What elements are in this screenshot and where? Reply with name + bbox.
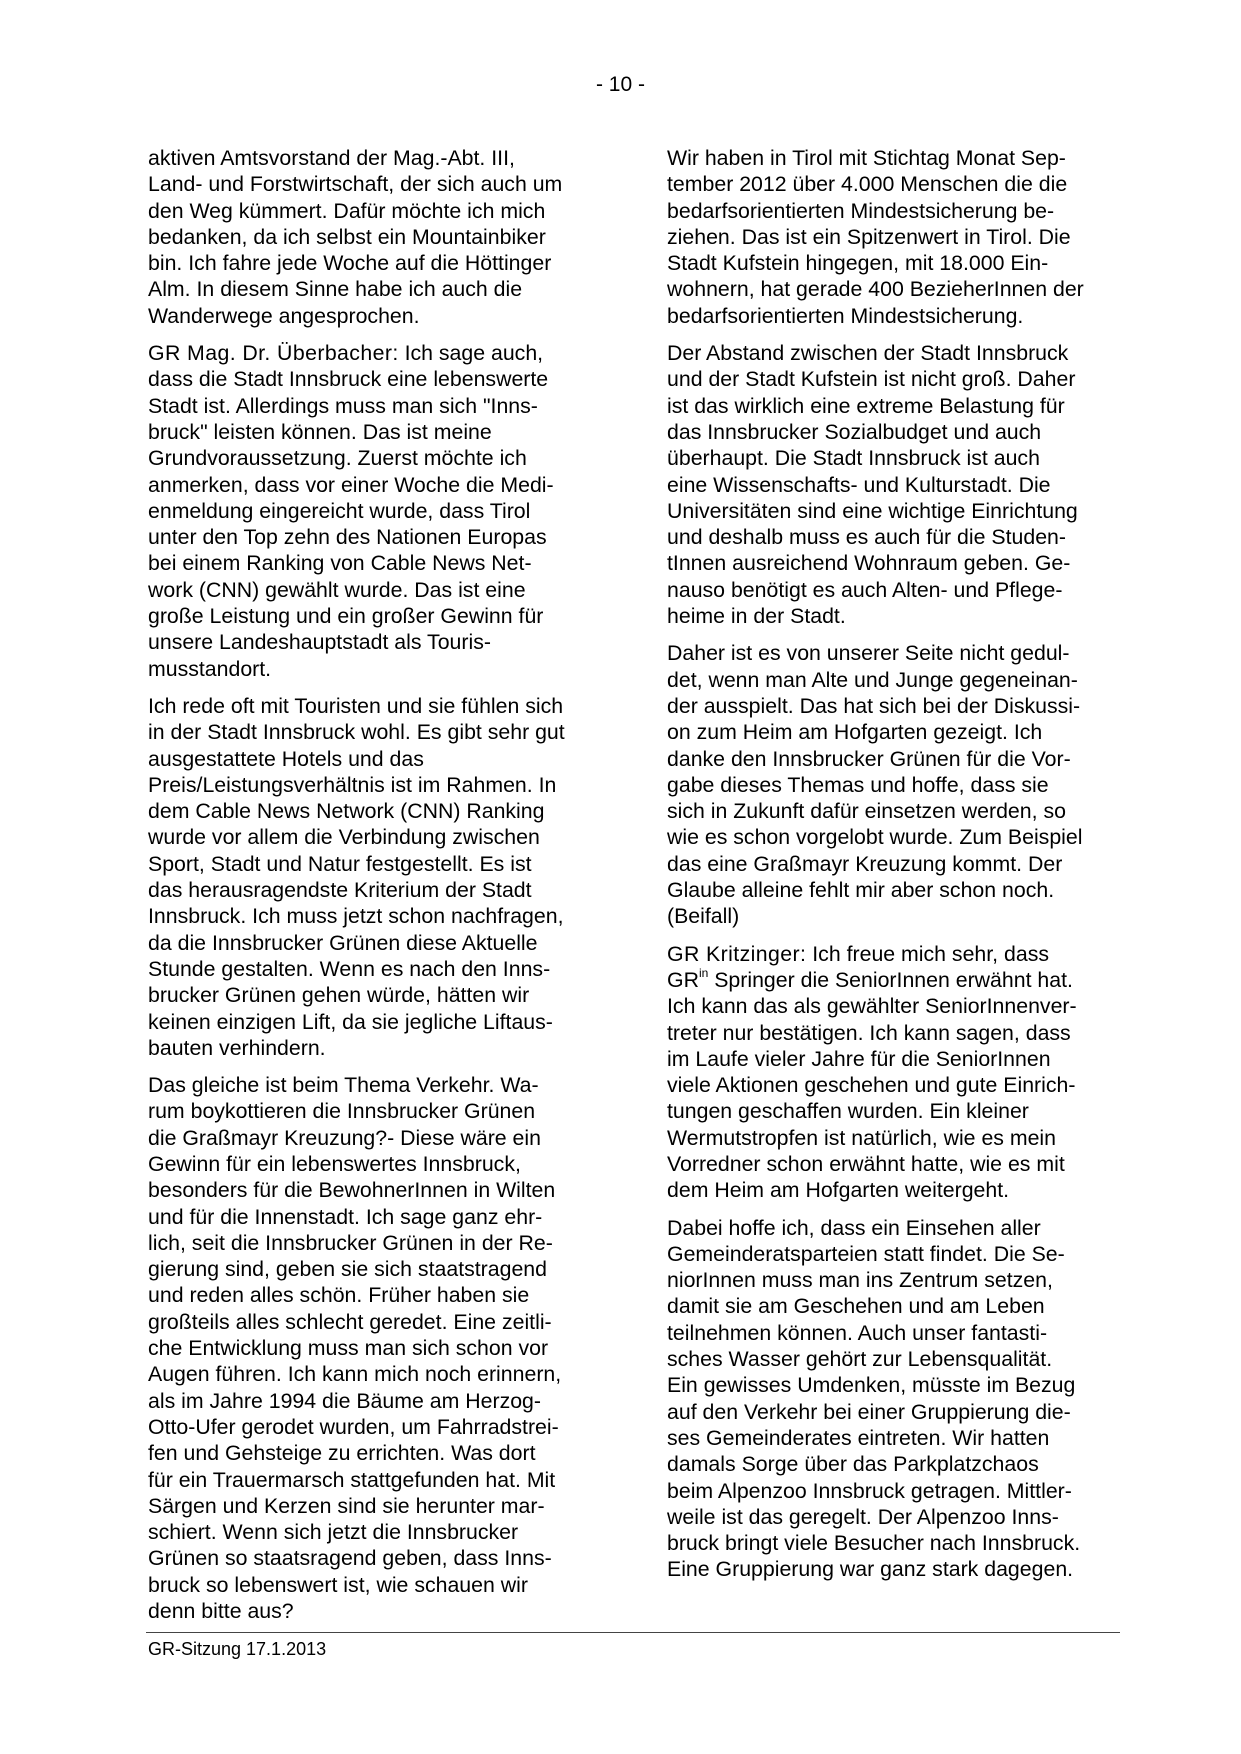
text-line: heime in der Stadt. bbox=[667, 604, 846, 629]
text-line: bruck so lebenswert ist, wie schauen wir bbox=[148, 1572, 528, 1597]
text-line: Wir haben in Tirol mit Stichtag Monat Sep- bbox=[667, 146, 1066, 170]
text-line: nauso benötigt es auch Alten- und Pflege- bbox=[667, 577, 1063, 602]
text-line: das eine Graßmayr Kreuzung kommt. Der bbox=[667, 851, 1063, 876]
text-line: brucker Grünen gehen würde, hätten wir bbox=[148, 983, 530, 1008]
text-line: unsere Landeshauptstadt als Touris- bbox=[148, 630, 491, 655]
text-line: besonders für die BewohnerInnen in Wilten bbox=[148, 1178, 556, 1203]
text-line: bedarfsorientierten Mindestsicherung be- bbox=[667, 198, 1055, 223]
text-line: ses Gemeinderates eintreten. Wir hatten bbox=[667, 1425, 1050, 1450]
text-line: Universitäten sind eine wichtige Einrichtung bbox=[667, 498, 1078, 523]
text-line: gabe dieses Themas und hoffe, dass sie bbox=[667, 772, 1049, 797]
left-column bbox=[148, 145, 603, 1635]
text-line: Vorredner schon erwähnt hatte, wie es mit bbox=[667, 1151, 1065, 1176]
text-line: Ich rede oft mit Touristen und sie fühlen sich bbox=[148, 693, 564, 718]
text-line: Daher ist es von unserer Seite nicht gedul- bbox=[667, 641, 1070, 666]
text-line: teilnehmen können. Auch unser fantasti- bbox=[667, 1320, 1048, 1345]
left-paragraph-2 bbox=[148, 340, 603, 682]
text-line: bauten verhindern. bbox=[148, 1035, 326, 1060]
left-paragraph-1 bbox=[148, 145, 603, 329]
text-line: das Innsbrucker Sozialbudget und auch bbox=[667, 419, 1042, 444]
text-line: Ich kann das als gewählter SeniorInnenver- bbox=[667, 994, 1077, 1019]
text-line: bedanken, da ich selbst ein Mountainbiker bbox=[148, 224, 546, 249]
text-line: Preis/Leistungsverhältnis ist im Rahmen. In bbox=[148, 772, 557, 797]
text-line: und für die Innenstadt. Ich sage ganz ehr- bbox=[148, 1204, 543, 1229]
text-line: ziehen. Das ist ein Spitzenwert in Tirol. Die bbox=[667, 224, 1071, 249]
left-paragraph-3 bbox=[148, 693, 603, 1061]
text-line: der ausspielt. Das hat sich bei der Diskussi- bbox=[667, 693, 1081, 718]
text-line: eine Wissenschafts- und Kulturstadt. Die bbox=[667, 472, 1051, 497]
text-line: unter den Top zehn des Nationen Europas bbox=[148, 525, 547, 550]
speaker-name: GR Mag. Dr. Überbacher: bbox=[148, 341, 399, 366]
text-line: bin. Ich fahre jede Woche auf die Höttinger bbox=[148, 251, 552, 276]
text-line: Ich sage auch, bbox=[398, 341, 544, 366]
text-line: Land- und Forstwirtschaft, der sich auch um bbox=[148, 172, 563, 197]
text-line: che Entwicklung muss man sich schon vor bbox=[148, 1336, 549, 1361]
right-paragraph-4 bbox=[667, 941, 1122, 1204]
text-line: enmeldung eingereicht wurde, dass Tirol bbox=[148, 498, 531, 523]
text-line: da die Innsbrucker Grünen diese Aktuelle bbox=[148, 930, 538, 955]
text-line: die Graßmayr Kreuzung?- Diese wäre ein bbox=[148, 1125, 541, 1150]
text-line: wie es schon vorgelobt wurde. Zum Beispiel bbox=[667, 825, 1083, 850]
text-line: und der Stadt Kufstein ist nicht groß. Daher bbox=[667, 367, 1076, 392]
text-line: Stadt Kufstein hingegen, mit 18.000 Ein- bbox=[667, 251, 1049, 276]
text-line: Stunde gestalten. Wenn es nach den Inns- bbox=[148, 956, 551, 981]
text-line: schiert. Wenn sich jetzt die Innsbrucker bbox=[148, 1520, 519, 1545]
text-line: Särgen und Kerzen sind sie herunter mar- bbox=[148, 1493, 545, 1518]
text-line: Augen führen. Ich kann mich noch erinnern, bbox=[148, 1362, 562, 1387]
text-line: bedarfsorientierten Mindestsicherung. bbox=[667, 303, 1024, 328]
text-line: Der Abstand zwischen der Stadt Innsbruck bbox=[667, 341, 1069, 366]
text-line: lich, seit die Innsbrucker Grünen in der Re- bbox=[148, 1230, 553, 1255]
text-line: Wanderwege angesprochen. bbox=[148, 303, 420, 328]
text-line: work (CNN) gewählt wurde. Das ist eine bbox=[148, 577, 526, 602]
text-line: Das gleiche ist beim Thema Verkehr. Wa- bbox=[148, 1073, 539, 1098]
text-line: Ein gewisses Umdenken, müsste im Bezug bbox=[667, 1373, 1076, 1398]
text-line: danke den Innsbrucker Grünen für die Vor- bbox=[667, 746, 1071, 771]
right-column bbox=[667, 145, 1122, 1594]
text-line: bei einem Ranking von Cable News Net- bbox=[148, 551, 532, 576]
text-line: sches Wasser gehört zur Lebensqualität. bbox=[667, 1347, 1053, 1372]
text-line: und deshalb muss es auch für die Studen- bbox=[667, 525, 1066, 550]
text-line: damals Sorge über das Parkplatzchaos bbox=[667, 1452, 1039, 1477]
text-line: überhaupt. Die Stadt Innsbruck ist auch bbox=[667, 446, 1040, 471]
text-line: rum boykottieren die Innsbrucker Grünen bbox=[148, 1099, 536, 1124]
text-line: anmerken, dass vor einer Woche die Medi- bbox=[148, 472, 554, 497]
text-line bbox=[667, 967, 1122, 993]
text-line: und reden alles schön. Früher haben sie bbox=[148, 1283, 530, 1308]
title-abbrev: GR bbox=[667, 967, 699, 992]
text-line: tember 2012 über 4.000 Menschen die die bbox=[667, 172, 1068, 197]
text-line: on zum Heim am Hofgarten gezeigt. Ich bbox=[667, 720, 1043, 745]
text-line: fen und Gehsteige zu errichten. Was dort bbox=[148, 1441, 536, 1466]
text-line: bruck bringt viele Besucher nach Innsbruck. bbox=[667, 1531, 1081, 1556]
text-line: musstandort. bbox=[148, 656, 272, 681]
footer-divider bbox=[146, 1632, 1120, 1633]
text-line: dass die Stadt Innsbruck eine lebenswerte bbox=[148, 367, 549, 392]
text-line: aktiven Amtsvorstand der Mag.-Abt. III, bbox=[148, 146, 515, 170]
text-line: in der Stadt Innsbruck wohl. Es gibt sehr gut bbox=[148, 720, 565, 745]
text-line: wurde vor allem die Verbindung zwischen bbox=[148, 825, 540, 850]
text-line: Gewinn für ein lebenswertes Innsbruck, bbox=[148, 1151, 521, 1176]
text-line: Wermutstropfen ist natürlich, wie es mein bbox=[667, 1125, 1057, 1150]
text-fragment: Springer die SeniorInnen erwähnt hat. bbox=[708, 967, 1073, 992]
text-line: Otto-Ufer gerodet wurden, um Fahrradstrei- bbox=[148, 1414, 559, 1439]
page-number: - 10 - bbox=[595, 73, 645, 96]
text-line: auf den Verkehr bei einer Gruppierung die- bbox=[667, 1399, 1071, 1424]
text-line: für ein Trauermarsch stattgefunden hat. Mit bbox=[148, 1467, 556, 1492]
right-paragraph-3 bbox=[667, 640, 1122, 929]
speaker-name: GR Kritzinger: bbox=[667, 941, 807, 966]
text-line: Ich freue mich sehr, dass bbox=[806, 941, 1050, 966]
text-line: ist das wirklich eine extreme Belastung für bbox=[667, 393, 1065, 418]
text-line: Eine Gruppierung war ganz stark dagegen. bbox=[667, 1557, 1074, 1582]
text-line: Gemeinderatsparteien statt findet. Die Se- bbox=[667, 1241, 1065, 1266]
text-line: (Beifall) bbox=[667, 904, 740, 929]
text-line: im Laufe vieler Jahre für die SeniorInnen bbox=[667, 1046, 1051, 1071]
right-paragraph-2 bbox=[667, 340, 1122, 629]
title-superscript: in bbox=[698, 965, 709, 980]
text-line: tInnen ausreichend Wohnraum geben. Ge- bbox=[667, 551, 1071, 576]
text-line: tungen geschaffen wurden. Ein kleiner bbox=[667, 1099, 1029, 1124]
text-line: wohnern, hat gerade 400 BezieherInnen der bbox=[667, 277, 1084, 302]
text-line: Sport, Stadt und Natur festgestellt. Es ist bbox=[148, 851, 532, 876]
text-line: det, wenn man Alte und Junge gegeneinan- bbox=[667, 667, 1078, 692]
text-line: großteils alles schlecht geredet. Eine zeitli- bbox=[148, 1309, 552, 1334]
text-line: niorInnen muss man ins Zentrum setzen, bbox=[667, 1268, 1053, 1293]
text-line: weile ist das geregelt. Der Alpenzoo Inns- bbox=[667, 1504, 1059, 1529]
text-line: Innsbruck. Ich muss jetzt schon nachfragen, bbox=[148, 904, 564, 929]
right-paragraph-5 bbox=[667, 1215, 1122, 1583]
text-line: keinen einzigen Lift, da sie jegliche Liftaus- bbox=[148, 1009, 553, 1034]
text-line: den Weg kümmert. Dafür möchte ich mich bbox=[148, 198, 546, 223]
text-line: Grünen so staatsragend geben, dass Inns- bbox=[148, 1546, 552, 1571]
text-line: das herausragendste Kriterium der Stadt bbox=[148, 878, 532, 903]
text-line: viele Aktionen geschehen und gute Einrich- bbox=[667, 1073, 1076, 1098]
left-paragraph-4 bbox=[148, 1072, 603, 1624]
text-line: denn bitte aus? bbox=[148, 1599, 294, 1624]
text-line: Stadt ist. Allerdings muss man sich "Inns- bbox=[148, 393, 538, 418]
text-line: Dabei hoffe ich, dass ein Einsehen aller bbox=[667, 1215, 1041, 1240]
footer-text: GR-Sitzung 17.1.2013 bbox=[148, 1639, 327, 1659]
text-line: treter nur bestätigen. Ich kann sagen, dass bbox=[667, 1020, 1071, 1045]
text-line: gierung sind, geben sie sich staatstragend bbox=[148, 1257, 547, 1282]
text-line: dem Cable News Network (CNN) Ranking bbox=[148, 799, 545, 824]
text-line: dem Heim am Hofgarten weitergeht. bbox=[667, 1178, 1010, 1203]
text-line: als im Jahre 1994 die Bäume am Herzog- bbox=[148, 1388, 541, 1413]
text-line: Grundvoraussetzung. Zuerst möchte ich bbox=[148, 446, 527, 471]
right-paragraph-1 bbox=[667, 145, 1122, 329]
text-line: bruck" leisten können. Das ist meine bbox=[148, 419, 492, 444]
text-line: Alm. In diesem Sinne habe ich auch die bbox=[148, 277, 523, 302]
text-line: sich in Zukunft dafür einsetzen werden, so bbox=[667, 799, 1066, 824]
text-line: damit sie am Geschehen und am Leben bbox=[667, 1294, 1045, 1319]
speaker-line bbox=[148, 340, 603, 366]
speaker-line bbox=[667, 941, 1122, 967]
text-line: große Leistung und ein großer Gewinn für bbox=[148, 604, 544, 629]
text-line: ausgestattete Hotels und das bbox=[148, 746, 424, 771]
text-line: Glaube alleine fehlt mir aber schon noch. bbox=[667, 878, 1055, 903]
text-line: beim Alpenzoo Innsbruck getragen. Mittler- bbox=[667, 1478, 1072, 1503]
